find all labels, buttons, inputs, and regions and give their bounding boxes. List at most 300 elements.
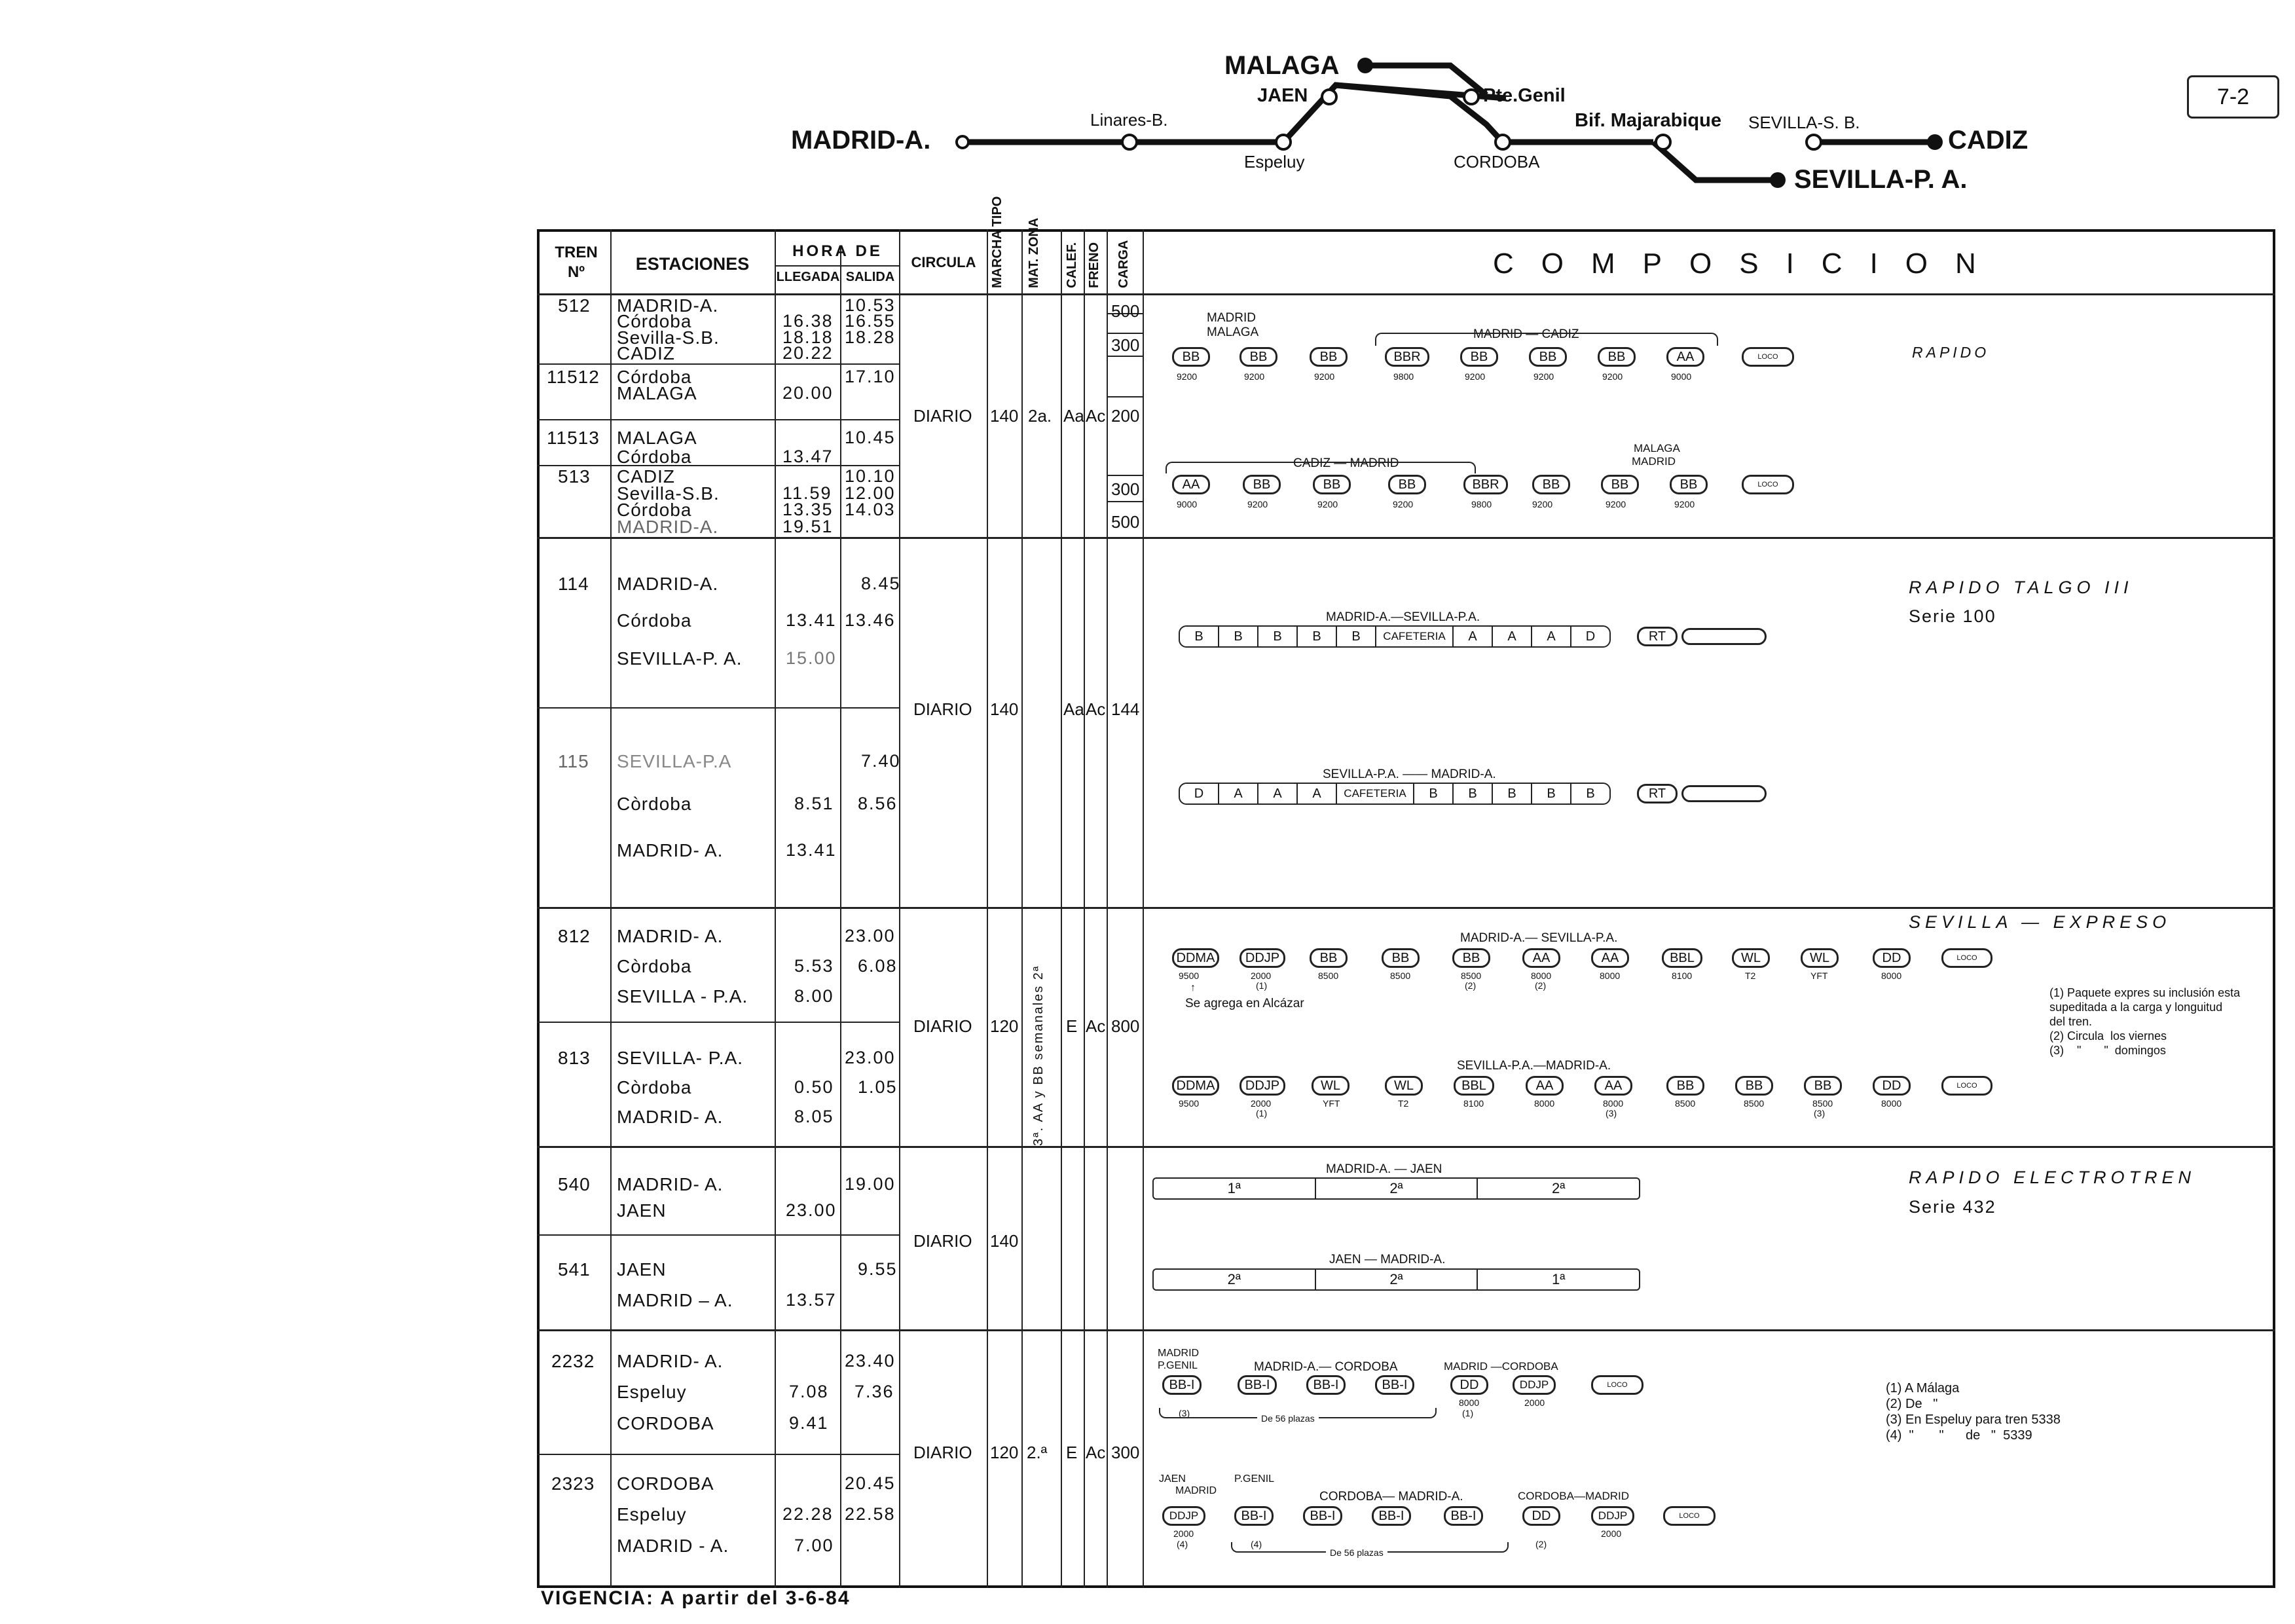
talgo-car: B — [1337, 627, 1376, 646]
talgo-car: A — [1298, 784, 1337, 803]
serie-label: Serie 100 — [1909, 606, 1996, 626]
group-sep — [537, 537, 2275, 539]
station: CORDOBA — [617, 1473, 714, 1494]
salida: 14.03 — [845, 500, 896, 519]
station: Còrdoba — [617, 956, 692, 976]
station: MADRID- A. — [617, 1107, 724, 1127]
row-sep — [1107, 475, 1143, 476]
car-num: 9200 — [1177, 371, 1198, 382]
talgo-car: B — [1219, 627, 1258, 646]
car: BB-I — [1444, 1506, 1483, 1526]
madrid-node — [957, 136, 968, 148]
car-num: 9200 — [1244, 371, 1265, 382]
electrotren-car: 1ª — [1551, 1271, 1566, 1287]
map-linares: Linares-B. — [1090, 110, 1168, 130]
row-sep — [537, 1234, 899, 1236]
car: AA — [1526, 1076, 1564, 1096]
car: AA — [1666, 347, 1704, 367]
llegada: 20.00 — [782, 383, 834, 403]
car: BB — [1382, 948, 1420, 968]
electrotren-car: 2ª — [1551, 1180, 1566, 1196]
llegada: 13.47 — [782, 447, 834, 466]
car-sub: (3) — [1606, 1108, 1617, 1118]
car: BB — [1310, 948, 1348, 968]
car: BB-I — [1306, 1375, 1346, 1395]
calef: E — [1066, 1016, 1078, 1036]
car-num: 8000 — [1531, 970, 1552, 981]
comp-label: MADRID-A.— CORDOBA — [1254, 1360, 1398, 1374]
car-num: 2000 — [1251, 970, 1272, 981]
car-num: 8500 — [1744, 1098, 1765, 1109]
car: BBL — [1662, 948, 1702, 968]
car-sub: (1) — [1256, 980, 1268, 991]
row-sep — [537, 363, 899, 365]
talgo-car: CAFETERIA — [1337, 784, 1414, 803]
row-sep — [537, 1454, 899, 1455]
talgo-strip — [1179, 783, 1611, 805]
car: BB-I — [1234, 1506, 1274, 1526]
tren-no: 513 — [558, 466, 591, 487]
talgo-car: B — [1298, 627, 1337, 646]
car-num: 8500 — [1675, 1098, 1696, 1109]
tren-no: 11512 — [547, 367, 600, 387]
row-sep — [1107, 333, 1143, 334]
talgo-car: B — [1258, 627, 1298, 646]
car: BB-I — [1372, 1506, 1411, 1526]
salida: 7.40 — [861, 751, 901, 771]
comp-label: MALAGA — [1207, 325, 1259, 339]
llegada: 20.22 — [782, 343, 834, 363]
llegada: 8.00 — [794, 986, 834, 1006]
map-madrid: MADRID-A. — [791, 126, 931, 155]
station: CADIZ — [617, 466, 675, 487]
car: DDMA — [1172, 1076, 1219, 1096]
map-espeluy: Espeluy — [1244, 152, 1305, 172]
car: BB — [1313, 475, 1351, 494]
circula: DIARIO — [913, 699, 972, 719]
row-sep — [1107, 356, 1143, 357]
locomotive-icon: LOCO — [1742, 347, 1794, 367]
salida: 6.08 — [858, 956, 898, 976]
tren-no: 540 — [558, 1174, 591, 1194]
locomotive-icon — [1681, 628, 1767, 645]
llegada: 8.05 — [794, 1107, 834, 1126]
station: SEVILLA - P.A. — [617, 986, 748, 1006]
talgo-car: D — [1585, 629, 1596, 644]
circula: DIARIO — [913, 1016, 972, 1036]
station: JAEN — [617, 1259, 667, 1280]
talgo-car: B — [1454, 784, 1493, 803]
car: RT — [1637, 627, 1678, 646]
llegada: 5.53 — [794, 956, 834, 976]
station: MADRID- A. — [617, 840, 724, 860]
map-ptegenil: Pte.Genil — [1483, 85, 1566, 106]
car-num: 9200 — [1532, 499, 1553, 509]
carga: 144 — [1111, 699, 1140, 719]
car-num: 8000 — [1881, 970, 1902, 981]
car-num: 8500 — [1461, 970, 1482, 981]
station: Córdoba — [617, 447, 692, 467]
llegada: 15.00 — [786, 648, 837, 668]
vigencia: VIGENCIA: A partir del 3-6-84 — [541, 1587, 851, 1609]
comp-label: MADRID — [1207, 311, 1256, 325]
carga: 200 — [1111, 406, 1140, 426]
calef: Aa — [1063, 406, 1084, 426]
electrotren-car: 2ª — [1154, 1270, 1316, 1289]
car-num: T2 — [1745, 970, 1756, 981]
station: Córdoba — [617, 311, 692, 331]
comp-label: P.GENIL — [1234, 1473, 1275, 1485]
service-note: SEVILLA — EXPRESO — [1909, 912, 2171, 932]
map-cordoba: CORDOBA — [1454, 152, 1540, 172]
car-sub: (3) — [1814, 1108, 1826, 1118]
car-num: 9200 — [1606, 499, 1626, 509]
hdr-calef: CALEF. — [1065, 242, 1079, 288]
tren-no: 115 — [558, 751, 589, 771]
car-num: 8100 — [1672, 970, 1693, 981]
electrotren-strip — [1152, 1268, 1640, 1291]
salida: 9.55 — [858, 1259, 898, 1279]
talgo-strip — [1179, 625, 1611, 648]
car: BBR — [1385, 347, 1429, 367]
station: Córdoba — [617, 500, 692, 520]
calef: E — [1066, 1443, 1078, 1462]
hdr-mat: MAT. ZONA — [1027, 217, 1041, 288]
car: DDJP — [1239, 948, 1285, 968]
row-sep — [775, 265, 899, 267]
row-sep — [1107, 396, 1143, 397]
carga: 500 — [1111, 301, 1140, 321]
bracket — [1375, 333, 1718, 346]
car-num: 9800 — [1393, 371, 1414, 382]
talgo-car: CAFETERIA — [1376, 627, 1454, 646]
tren-no: 813 — [558, 1048, 591, 1068]
car: BB-I — [1238, 1375, 1277, 1395]
salida: 8.45 — [861, 574, 901, 593]
carga: 800 — [1111, 1016, 1140, 1036]
station: Sevilla-S.B. — [617, 483, 720, 504]
hdr-circula: CIRCULA — [911, 254, 976, 270]
hdr-no: Nº — [567, 263, 585, 281]
plazas-label: De 56 plazas — [1257, 1413, 1319, 1424]
station: Espeluy — [617, 1382, 687, 1402]
car: WL — [1732, 948, 1770, 968]
llegada: 22.28 — [782, 1504, 834, 1524]
car: BB — [1670, 475, 1708, 494]
car-num: YFT — [1810, 970, 1828, 981]
station: MADRID – A. — [617, 1290, 733, 1310]
calef: Aa — [1063, 699, 1084, 719]
llegada: 23.00 — [786, 1200, 837, 1220]
salida: 10.53 — [845, 295, 896, 315]
car: DD — [1873, 1076, 1911, 1096]
salida: 16.55 — [845, 311, 896, 331]
salida: 23.00 — [845, 926, 896, 946]
arrow-up-icon: ↑ — [1190, 982, 1196, 993]
station: Córdoba — [617, 367, 692, 387]
circula: DIARIO — [913, 406, 972, 426]
map-sevillapa: SEVILLA-P. A. — [1794, 165, 1968, 194]
station: MADRID- A. — [617, 926, 724, 946]
mat-zona: 2.ª — [1027, 1443, 1048, 1462]
car: BB — [1460, 347, 1498, 367]
marcha: 140 — [990, 1231, 1019, 1251]
comp-label: MADRID-A.—SEVILLA-P.A. — [1326, 610, 1480, 624]
map-bif: Bif. Majarabique — [1575, 110, 1721, 131]
page-badge: 7-2 — [2187, 75, 2279, 119]
locomotive-icon: LOCO — [1941, 948, 1992, 968]
car: BBR — [1463, 475, 1508, 494]
freno: Ac — [1086, 1016, 1106, 1036]
car-num: 8000 — [1459, 1397, 1480, 1408]
tren-no: 2323 — [551, 1473, 595, 1494]
car-num: 9000 — [1671, 371, 1692, 382]
station: CADIZ — [617, 343, 675, 363]
salida: 13.46 — [845, 610, 896, 630]
talgo-car: B — [1414, 784, 1454, 803]
car: DDJP — [1513, 1375, 1556, 1395]
llegada: 9.41 — [789, 1413, 829, 1433]
llegada: 11.59 — [782, 483, 832, 503]
car-sub: (1) — [1256, 1108, 1268, 1118]
salida: 20.45 — [845, 1473, 896, 1493]
car: DDJP — [1591, 1506, 1634, 1526]
circula: DIARIO — [913, 1443, 972, 1462]
llegada: 19.51 — [782, 517, 834, 536]
hdr-marcha: MARCHA TIPO — [990, 196, 1004, 288]
llegada: 18.18 — [782, 327, 834, 347]
station: Còrdoba — [617, 794, 692, 814]
car: BB — [1735, 1076, 1773, 1096]
talgo-car: A — [1258, 784, 1298, 803]
car: BB — [1452, 948, 1490, 968]
footnote-g3: (1) Paquete expres su inclusión esta supeditada a la carga y longuitud del tren. (2) Circula los viernes (3) " " domingos — [2049, 986, 2241, 1057]
station: SEVILLA- P.A. — [617, 1048, 744, 1068]
comp-label: MADRID —CORDOBA — [1444, 1360, 1558, 1373]
car-num: 2000 — [1173, 1528, 1194, 1539]
station: MADRID-A. — [617, 574, 719, 594]
station: Còrdoba — [617, 1077, 692, 1098]
salida: 7.36 — [854, 1382, 894, 1401]
salida: 8.56 — [858, 794, 898, 813]
comp-label: MADRID — [1175, 1485, 1217, 1496]
locomotive-icon: LOCO — [1591, 1375, 1643, 1395]
salida: 10.45 — [845, 428, 896, 447]
mat-zona: 2a. — [1028, 406, 1052, 426]
car: AA — [1591, 948, 1629, 968]
station: Córdoba — [617, 610, 692, 631]
car-num: 9200 — [1465, 371, 1486, 382]
salida: 23.00 — [845, 1048, 896, 1067]
car: AA — [1522, 948, 1560, 968]
car-num: 9200 — [1247, 499, 1268, 509]
station: SEVILLA-P.A — [617, 751, 732, 771]
hdr-salida: SALIDA — [845, 270, 895, 284]
car: BB — [1310, 347, 1348, 367]
car-num: 8500 — [1390, 970, 1411, 981]
footnote-g5: (1) A Málaga (2) De " (3) En Espeluy para tren 5338 (4) " " de " 5339 — [1886, 1381, 2061, 1443]
station: MADRID - A. — [617, 1536, 729, 1556]
car-sub: (2) — [1535, 1539, 1547, 1549]
car-num: 8000 — [1881, 1098, 1902, 1109]
salida: 19.00 — [845, 1174, 896, 1194]
map-malaga: MALAGA — [1224, 51, 1340, 80]
station: MADRID- A. — [617, 1351, 724, 1371]
car: BB — [1243, 475, 1281, 494]
comp-label: MADRID — CADIZ — [1473, 327, 1579, 341]
header-bottom — [537, 293, 2275, 295]
car: DD — [1873, 948, 1911, 968]
car-num: 8000 — [1534, 1098, 1555, 1109]
map-sevillasb: SEVILLA-S. B. — [1748, 113, 1860, 132]
freno: Ac — [1086, 699, 1106, 719]
car: BB — [1239, 347, 1277, 367]
car-num: 9200 — [1533, 371, 1554, 382]
car-num: 8500 — [1812, 1098, 1833, 1109]
comp-label: JAEN — [1159, 1473, 1186, 1485]
car: WL — [1312, 1076, 1349, 1096]
hdr-carga: CARGA — [1116, 240, 1131, 288]
marcha: 120 — [990, 1016, 1019, 1036]
talgo-car: B — [1493, 784, 1532, 803]
car-num: 9200 — [1393, 499, 1414, 509]
car: BB-I — [1162, 1375, 1202, 1395]
talgo-car: D — [1180, 784, 1219, 803]
service-note: RAPIDO TALGO III — [1909, 578, 2133, 597]
row-sep — [537, 419, 899, 420]
car-num: 9200 — [1317, 499, 1338, 509]
car: DDJP — [1162, 1506, 1205, 1526]
car-num: YFT — [1323, 1098, 1340, 1109]
llegada: 13.57 — [786, 1290, 837, 1310]
group-sep — [537, 1146, 2275, 1148]
electrotren-car: 2ª — [1316, 1270, 1478, 1289]
mat-zona: 3ª. AA y BB semanales 2ª — [1031, 965, 1046, 1146]
comp-label: MADRID — [1158, 1348, 1200, 1359]
hdr-tren: TREN — [555, 244, 598, 261]
salida: 23.40 — [845, 1351, 896, 1371]
service-note: RAPIDO — [1912, 344, 1990, 361]
row-sep — [1107, 501, 1143, 502]
car-num: 2000 — [1524, 1397, 1545, 1408]
station: CORDOBA — [617, 1413, 714, 1433]
car-sub: (4) — [1251, 1539, 1262, 1549]
car: BB — [1804, 1076, 1842, 1096]
llegada: 13.41 — [786, 610, 837, 630]
station: MADRID-A. — [617, 295, 719, 316]
car-num: 8000 — [1603, 1098, 1624, 1109]
hdr-composicion: COMPOSICION — [1493, 248, 2004, 280]
car: DD — [1522, 1506, 1560, 1526]
carga: 300 — [1111, 1443, 1140, 1462]
station: MADRID- A. — [617, 1174, 724, 1194]
tren-no: 11513 — [547, 428, 600, 448]
car: BB — [1172, 347, 1210, 367]
salida: 22.58 — [845, 1504, 896, 1524]
bracket — [1166, 462, 1476, 473]
station: MALAGA — [617, 428, 697, 448]
circula: DIARIO — [913, 1231, 972, 1251]
car: WL — [1385, 1076, 1423, 1096]
hdr-estaciones: ESTACIONES — [635, 254, 750, 274]
comp-label: CORDOBA— MADRID-A. — [1319, 1490, 1463, 1504]
car: AA — [1594, 1076, 1632, 1096]
car-num: 2000 — [1601, 1528, 1622, 1539]
marcha: 140 — [990, 406, 1019, 426]
salida: 1.05 — [858, 1077, 898, 1097]
car: BB-I — [1375, 1375, 1414, 1395]
car: RT — [1637, 784, 1678, 803]
salida: 10.10 — [845, 466, 896, 486]
comp-label: MADRID — [1632, 455, 1676, 468]
car-num: 8100 — [1463, 1098, 1484, 1109]
car: DD — [1450, 1375, 1488, 1395]
car-num: 9200 — [1314, 371, 1335, 382]
group-sep — [537, 1329, 2275, 1331]
station: Sevilla-S.B. — [617, 327, 720, 348]
talgo-car: B — [1532, 784, 1571, 803]
car: DDMA — [1172, 948, 1219, 968]
salida: 18.28 — [845, 327, 896, 347]
car-num: 9200 — [1602, 371, 1623, 382]
car: BB — [1388, 475, 1426, 494]
comp-label: P.GENIL — [1158, 1360, 1198, 1371]
talgo-car: A — [1532, 627, 1571, 646]
marcha: 140 — [990, 699, 1019, 719]
llegada: 13.35 — [782, 500, 834, 519]
tren-no: 541 — [558, 1259, 591, 1280]
comp-label: CADIZ — MADRID — [1293, 456, 1399, 470]
comp-label: SEVILLA-P.A.—MADRID-A. — [1457, 1059, 1611, 1073]
station: JAEN — [617, 1200, 667, 1221]
carga: 500 — [1111, 512, 1140, 532]
car-num: 8500 — [1318, 970, 1339, 981]
car-num: 9500 — [1179, 970, 1200, 981]
talgo-car: A — [1493, 627, 1532, 646]
map-cadiz: CADIZ — [1948, 126, 2029, 155]
car-sub: (1) — [1462, 1408, 1474, 1418]
car-sub: (3) — [1179, 1408, 1190, 1418]
car-num: 9500 — [1179, 1098, 1200, 1109]
car: BB — [1666, 1076, 1704, 1096]
map-jaen: JAEN — [1257, 85, 1308, 106]
locomotive-icon: LOCO — [1941, 1076, 1992, 1096]
car-sub: (4) — [1177, 1539, 1188, 1549]
tren-no: 812 — [558, 926, 591, 946]
car-sub: (2) — [1465, 980, 1477, 991]
car: BBL — [1454, 1076, 1494, 1096]
tren-no: 114 — [558, 574, 589, 594]
comp-label: SEVILLA-P.A. —— MADRID-A. — [1323, 767, 1496, 781]
car-num: 9000 — [1177, 499, 1198, 509]
hdr-hora-de: HORA DE — [792, 242, 883, 260]
locomotive-icon: LOCO — [1742, 475, 1794, 494]
llegada: 7.08 — [789, 1382, 829, 1401]
freno: Ac — [1086, 406, 1106, 426]
talgo-car: B — [1180, 627, 1219, 646]
salida: 12.00 — [845, 483, 896, 503]
row-sep — [537, 707, 899, 709]
marcha: 120 — [990, 1443, 1019, 1462]
hdr-freno: FRENO — [1087, 242, 1101, 288]
car: AA — [1172, 475, 1210, 494]
car: BB — [1529, 347, 1567, 367]
car: BB-I — [1303, 1506, 1342, 1526]
station: MADRID-A. — [617, 517, 719, 537]
service-note: RAPIDO ELECTROTREN — [1909, 1168, 2196, 1187]
car-num: T2 — [1398, 1098, 1409, 1109]
car: WL — [1801, 948, 1839, 968]
